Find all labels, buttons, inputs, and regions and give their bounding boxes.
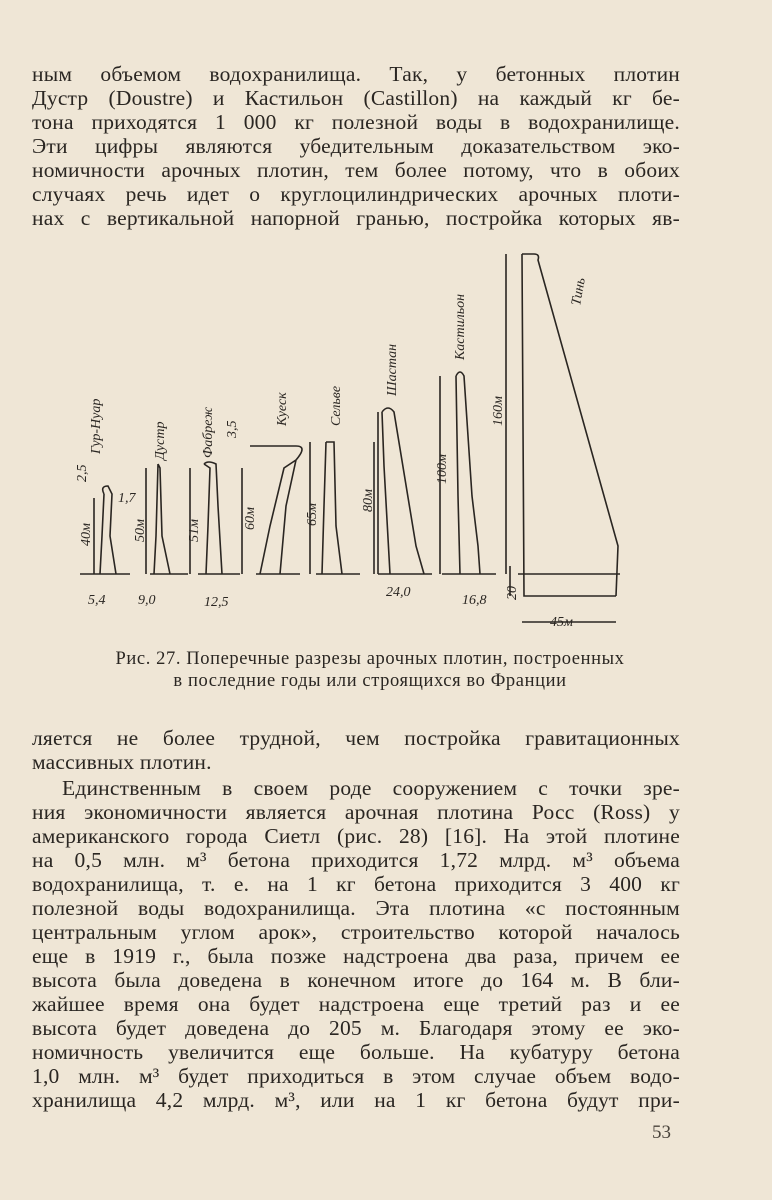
text-line: номичности арочных плотин, тем более потому, что в обоих <box>32 158 680 182</box>
dam-base-label: 45м <box>550 615 573 630</box>
page-number: 53 <box>652 1122 671 1143</box>
text-line: массивных плотин. <box>32 750 212 774</box>
text-line: 1,0 млн. м³ будет приходиться в этом случае объем водо- <box>32 1064 680 1088</box>
dam-name-label: Шастан <box>385 343 400 396</box>
dam-section-kastilon <box>456 372 480 574</box>
dam-section-tin <box>522 254 618 596</box>
dam-section-selve <box>322 442 342 574</box>
dam-base-label: 9,0 <box>138 593 156 608</box>
dam-section-fabrezh <box>204 462 222 574</box>
dam-name-label: Сельве <box>329 385 344 426</box>
text-line: высота была доведена в конечном итоге до 164 м. В бли- <box>32 968 680 992</box>
text-line: нах с вертикальной напорной гранью, постройка которых яв- <box>32 206 680 230</box>
text-line: Эти цифры являются убедительным доказательством эко- <box>32 134 680 158</box>
dam-height-label: 60м <box>243 507 258 530</box>
text-line: Единственным в своем роде сооружением с точки зре- <box>62 776 680 800</box>
text-line: американского города Сиетл (рис. 28) [16]. На этой плотине <box>32 824 680 848</box>
intro-paragraph <box>32 62 680 230</box>
text-line: полезной воды водохранилища. Эта плотина «с постоянным <box>32 896 680 920</box>
caption-line: в последние годы или строящихся во Франции <box>173 671 567 691</box>
text-line: хранилища 4,2 млрд. м³, или на 1 кг бетона будут при- <box>32 1088 680 1112</box>
dam-height-label: 65м <box>305 503 320 526</box>
dam-offset-label: 1,7 <box>118 491 136 506</box>
text-line: номичность увеличится еще больше. На кубатуру бетона <box>32 1040 680 1064</box>
dam-base-label: 24,0 <box>386 585 411 600</box>
dam-top-label: 2,5 <box>75 464 90 482</box>
text-line: Дустр (Doustre) и Кастильон (Castillon) на каждый кг бе- <box>32 86 680 110</box>
text-line: высота будет доведена до 205 м. Благодаря этому ее эко- <box>32 1016 680 1040</box>
dam-section-dustr <box>154 464 170 574</box>
dam-height-label: 50м <box>133 519 148 542</box>
dam-name-label: Фабреж <box>201 406 216 458</box>
text-line: центральным углом арок», строительство которой началось <box>32 920 680 944</box>
text-line: ния экономичности является арочная плотина Росс (Ross) у <box>32 800 680 824</box>
text-line: тона приходятся 1 000 кг полезной воды в водохранилище. <box>32 110 680 134</box>
text-line: водохранилища, т. е. на 1 кг бетона приходится 3 400 кг <box>32 872 680 896</box>
dam-height-label: 51м <box>187 519 202 542</box>
dam-height-label: 80м <box>361 489 376 512</box>
dam-height-label: 40м <box>79 523 94 546</box>
dam-base-label: 12,5 <box>204 595 229 610</box>
dam-name-label: Тинь <box>569 276 589 307</box>
dam-name-label: Кастильон <box>453 293 468 360</box>
dam-section-shastan <box>382 408 424 574</box>
dam-height-label: 100м <box>435 454 450 484</box>
dam-base-label: 5,4 <box>88 593 106 608</box>
dam-name-label: Куеск <box>275 392 290 426</box>
text-line: на 0,5 млн. м³ бетона приходится 1,72 млрд. м³ объема <box>32 848 680 872</box>
dam-name-label: Дустр <box>153 421 168 460</box>
dam-name-label: Гур-Нуар <box>89 398 104 454</box>
text-line: еще в 1919 г., была позже надстроена два раза, причем ее <box>32 944 680 968</box>
dam-sections-figure <box>60 246 660 646</box>
text-line: случаях речь идет о круглоцилиндрических арочных плоти- <box>32 182 680 206</box>
text-line: ным объемом водохранилища. Так, у бетонных плотин <box>32 62 680 86</box>
body-paragraph-ross-dam <box>32 776 680 1112</box>
dam-base-label: 16,8 <box>462 593 487 608</box>
caption-line: Рис. 27. Поперечные разрезы арочных плотин, построенных <box>115 649 625 669</box>
dam-section-gur-nuar <box>100 486 116 574</box>
body-paragraph-continuation <box>32 726 680 774</box>
dam-top-label: 3,5 <box>225 420 240 438</box>
dam-depth-label: 20 <box>505 586 520 600</box>
text-line: жайшее время она будет надстроена еще третий раз и ее <box>32 992 680 1016</box>
dam-height-label: 160м <box>491 396 506 426</box>
text-line: ляется не более трудной, чем постройка гравитационных <box>32 726 680 750</box>
figure-caption <box>60 648 680 692</box>
